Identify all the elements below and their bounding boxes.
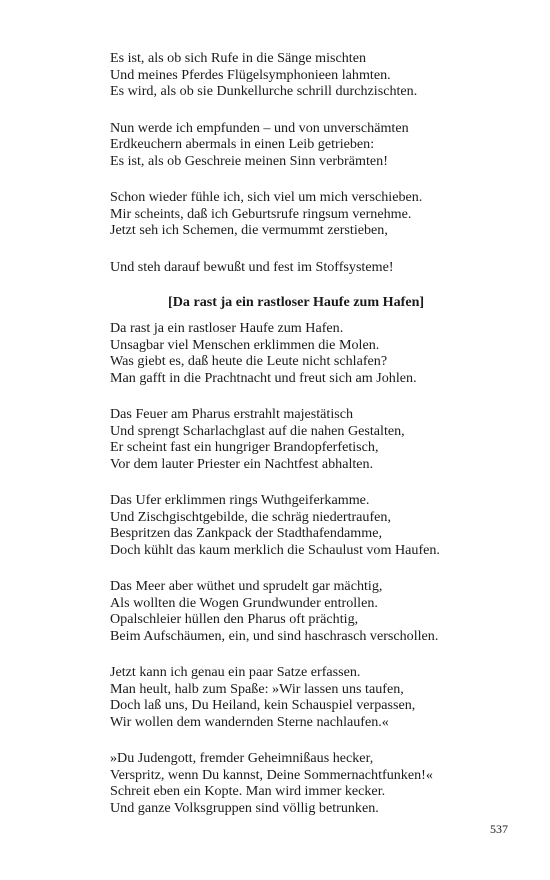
verse-line: Mir scheints, daß ich Geburtsrufe ringsum vernehme. <box>110 205 412 222</box>
verse-line: Beim Aufschäumen, ein, und sind haschrasch verschollen. <box>110 627 439 644</box>
verse-line: Es ist, als ob Geschreie meinen Sinn verbrämten! <box>110 152 388 169</box>
verse-line: Das Ufer erklimmen rings Wuthgeiferkamme. <box>110 492 370 508</box>
stanza <box>110 406 510 472</box>
verse-line: Als wollten die Wogen Grundwunder entrollen. <box>110 594 378 611</box>
verse-line: Schreit eben ein Kopte. Man wird immer kecker. <box>110 783 386 799</box>
verse-line: Doch kühlt das kaum merklich die Schaulust vom Haufen. <box>110 541 440 558</box>
verse-line: Opalschleier hüllen den Pharus oft prächtig, <box>110 611 359 627</box>
verse-line: Jetzt kann ich genau ein paar Satze erfassen. <box>110 664 361 680</box>
verse-line: Doch laß uns, Du Heiland, kein Schauspiel verpassen, <box>110 697 416 713</box>
verse-line: Man gafft in die Prachtnacht und freut sich am Johlen. <box>110 369 417 386</box>
verse-line: Was giebt es, daß heute die Leute nicht schlafen? <box>110 353 388 369</box>
stanza <box>110 664 510 730</box>
verse-line: Und Zischgischtgebilde, die schräg niedertraufen, <box>110 508 391 525</box>
verse-line: Unsagbar viel Menschen erklimmen die Molen. <box>110 336 380 353</box>
stanza <box>110 259 510 276</box>
stanza <box>110 492 510 558</box>
stanza <box>110 189 510 239</box>
verse-line: Es ist, als ob sich Rufe in die Sänge mischten <box>110 50 366 66</box>
verse-line: Jetzt seh ich Schemen, die vermummt zerstieben, <box>110 222 388 238</box>
verse-line: Vor dem lauter Priester ein Nachtfest abhalten. <box>110 455 374 472</box>
verse-line: Und ganze Volksgruppen sind völlig betrunken. <box>110 799 379 816</box>
verse-line: Man heult, halb zum Spaße: »Wir lassen uns taufen, <box>110 680 404 697</box>
verse-line: Da rast ja ein rastloser Haufe zum Hafen. <box>110 320 344 336</box>
verse-line: Das Feuer am Pharus erstrahlt majestätisch <box>110 406 354 422</box>
verse-line: Erdkeuchern abermals in einen Leib getrieben: <box>110 136 375 152</box>
text-block <box>110 50 510 836</box>
verse-line: Schon wieder fühle ich, sich viel um mich verschieben. <box>110 189 423 205</box>
verse-line: Nun werde ich empfunden – und von unverschämten <box>110 119 409 136</box>
stanza <box>110 50 510 100</box>
stanza <box>110 120 510 170</box>
verse-line: Und steh darauf bewußt und fest im Stoffsysteme! <box>110 258 394 275</box>
verse-line: Verspritz, wenn Du kannst, Deine Sommernachtfunken!« <box>110 766 433 783</box>
verse-line: »Du Judengott, fremder Geheimnißaus hecker, <box>110 750 374 766</box>
verse-line: Und meines Pferdes Flügelsymphonieen lahmten. <box>110 66 391 83</box>
verse-line: Bespritzen das Zankpack der Stadthafendamme, <box>110 525 382 541</box>
verse-line: Es wird, als ob sie Dunkellurche schrill durchzischten. <box>110 83 418 99</box>
verse-line: Und sprengt Scharlachglast auf die nahen Gestalten, <box>110 422 405 439</box>
stanza <box>110 750 510 816</box>
verse-line: Das Meer aber wüthet und sprudelt gar mächtig, <box>110 578 383 594</box>
poem-title: [Da rast ja ein rastloser Haufe zum Hafen] <box>168 294 425 310</box>
verse-line: Er scheint fast ein hungriger Brandopferfetisch, <box>110 439 379 455</box>
stanza <box>110 320 510 386</box>
verse-line: Wir wollen dem wandernden Sterne nachlaufen.« <box>110 713 389 730</box>
stanza <box>110 578 510 644</box>
page-number: 537 <box>490 822 508 836</box>
